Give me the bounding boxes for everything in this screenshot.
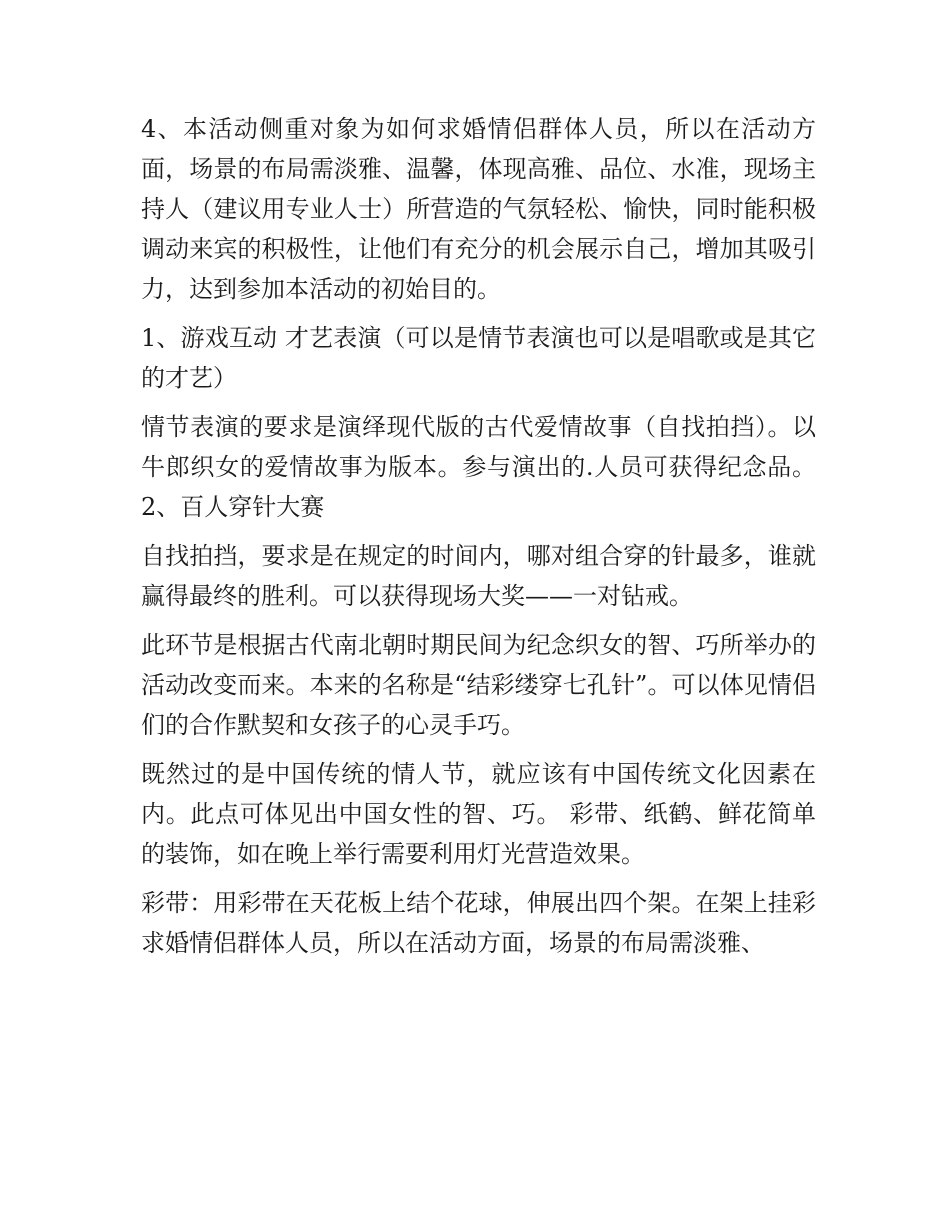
document-body [141, 109, 816, 963]
paragraph-needle-contest: 自找拍挡，要求是在规定的时间内，哪对组合穿的针最多，谁就赢得最终的胜利。可以获得现场大奖——一对钻戒。 [141, 542, 816, 610]
paragraph-plot-performance: 情节表演的要求是演绎现代版的古代爱情故事（自找拍挡）。以牛郎织女的爱情故事为版本。参与演出的.人员可获得纪念品。 2、百人穿针大赛 [141, 413, 816, 521]
paragraph-ribbon: 彩带：用彩带在天花板上结个花球，伸展出四个架。在架上挂彩求婚情侣群体人员，所以在活动方面，场景的布局需淡雅、 [141, 889, 816, 957]
paragraph-game-interaction: 1、游戏互动 才艺表演（可以是情节表演也可以是唱歌或是其它的才艺） [141, 324, 816, 392]
paragraph-activity-focus: 4、本活动侧重对象为如何求婚情侣群体人员，所以在活动方面，场景的布局需淡雅、温馨，体现高雅、品位、水准，现场主持人（建议用专业人士）所营造的气氛轻松、愉快，同时能积极调动来宾的积极性，让他们有充分的机会展示自己，增加其吸引力，达到参加本活动的初始目的。 [141, 115, 816, 303]
paragraph-origin: 此环节是根据古代南北朝时期民间为纪念织女的智、巧所举办的活动改变而来。本来的名称是“结彩缕穿七孔针”。可以体见情侣们的合作默契和女孩子的心灵手巧。 [141, 631, 816, 739]
paragraph-tradition: 既然过的是中国传统的情人节，就应该有中国传统文化因素在内。此点可体见出中国女性的智、巧。 彩带、纸鹤、鲜花简单的装饰，如在晚上举行需要利用灯光营造效果。 [141, 760, 816, 868]
